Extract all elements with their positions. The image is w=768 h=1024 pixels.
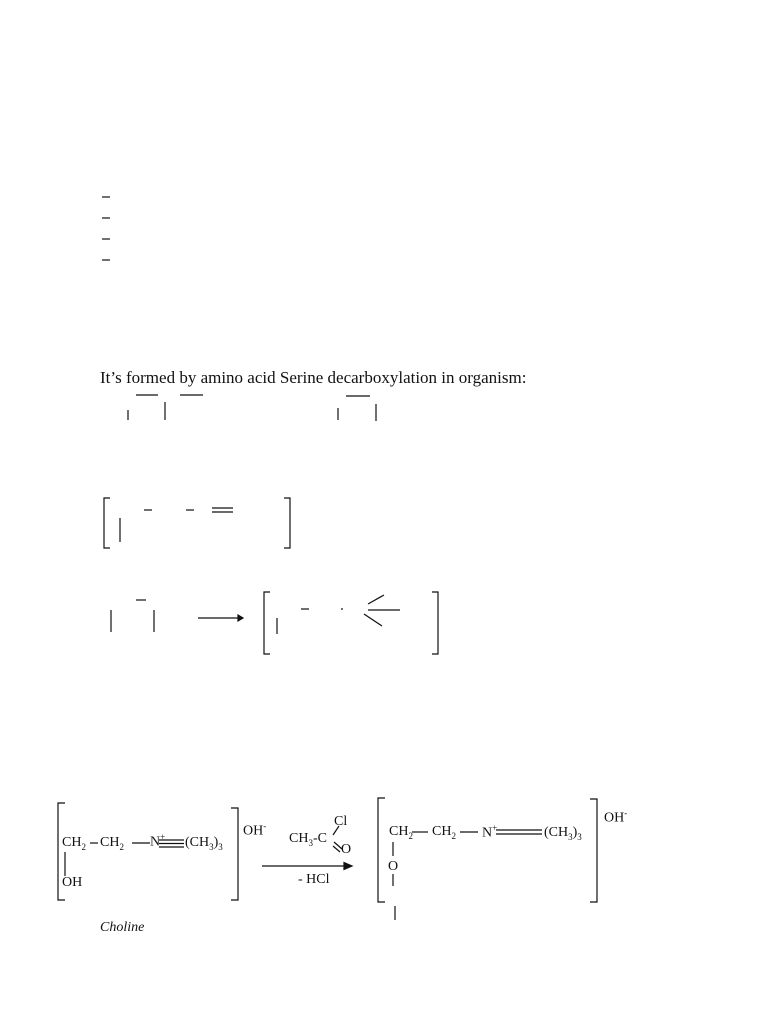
product-bracket-right xyxy=(590,799,597,902)
bracket-fragment-1 xyxy=(104,498,290,548)
reaction-fragment-2 xyxy=(111,592,438,654)
product-ch2-2: $CH_2$ xyxy=(432,824,456,841)
reactant-ch2-2: $CH_2$ xyxy=(100,835,124,852)
reagent-oxygen: O xyxy=(341,842,352,857)
reagent-chlorine: Cl xyxy=(334,814,348,829)
product-bracket-left xyxy=(378,798,385,902)
serine-scheme-fragment xyxy=(128,395,376,421)
product-n-plus: N+ xyxy=(482,823,498,841)
intro-sentence: It’s formed by amino acid Serine decarboxylation in organism: xyxy=(100,368,527,387)
reactant-methyl-group: $(CH_3)_3$ xyxy=(185,835,223,852)
reactant-ch2-1: $CH_2$ xyxy=(62,835,86,852)
product-ch2-1: $CH_2$ xyxy=(389,824,413,841)
reactant-n-plus: N+ xyxy=(150,832,166,850)
reagent-acetyl: $CH_3-C$ xyxy=(289,831,327,848)
reactant-bracket-right xyxy=(231,808,238,900)
product-oxygen: O xyxy=(388,859,399,874)
reactant-hydroxyl: OH xyxy=(62,875,83,890)
reactant-counter-ion: OH- xyxy=(243,821,267,839)
reaction-byproduct: - HCl xyxy=(298,872,330,887)
product-methyl-group: $(CH_3)_3$ xyxy=(544,825,582,842)
reaction-arrow-head xyxy=(344,863,352,870)
choline-label: Choline xyxy=(100,920,145,935)
product-counter-ion: OH- xyxy=(604,808,628,826)
